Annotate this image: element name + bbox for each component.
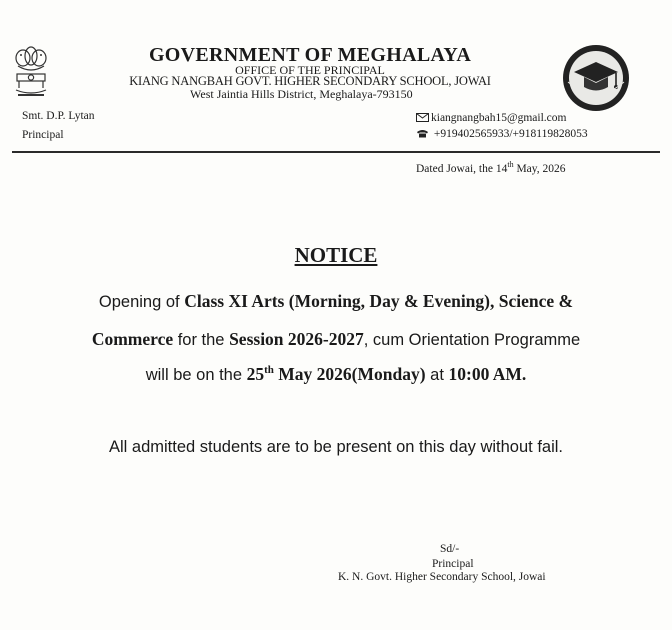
- notice-line-1: Opening of Class XI Arts (Morning, Day & Evening), Science &: [98, 291, 574, 311]
- telephone-icon: [416, 129, 429, 138]
- phone-text: +919402565933/+918119828053: [433, 128, 588, 140]
- office-heading: OFFICE OF THE PRINCIPAL: [235, 63, 385, 77]
- contact-email: [416, 112, 566, 124]
- email-text: kiangnangbah15@gmail.com: [431, 112, 567, 124]
- district-address: West Jaintia Hills District, Meghalaya-793150: [190, 87, 413, 101]
- state-emblem-icon: [10, 44, 52, 102]
- signature-school: K. N. Govt. Higher Secondary School, Jowai: [338, 571, 546, 583]
- principal-name: Smt. D.P. Lytan: [22, 110, 95, 122]
- notice-line-3: will be on the 25th May 2026(Monday) at 10:00 AM.: [145, 364, 527, 384]
- signature-sd: Sd/-: [440, 543, 460, 555]
- signature-title: Principal: [432, 558, 474, 570]
- government-heading: GOVERNMENT OF MEGHALAYA: [148, 44, 472, 66]
- school-crest-icon: [560, 42, 632, 114]
- principal-title: Principal: [22, 129, 64, 141]
- envelope-icon: [416, 113, 429, 122]
- notice-line-2: Commerce for the Session 2026-2027, cum Orientation Programme: [91, 329, 581, 349]
- notice-title: NOTICE: [294, 243, 378, 267]
- notice-line-4: All admitted students are to be present on this day without fail.: [108, 438, 563, 456]
- dated-line: Dated Jowai, the 14th May, 2026: [416, 160, 566, 175]
- contact-phone: [416, 128, 588, 140]
- letterhead-divider: [12, 151, 660, 153]
- school-heading: KIANG NANGBAH GOVT. HIGHER SECONDARY SCHOOL, JOWAI: [129, 74, 491, 88]
